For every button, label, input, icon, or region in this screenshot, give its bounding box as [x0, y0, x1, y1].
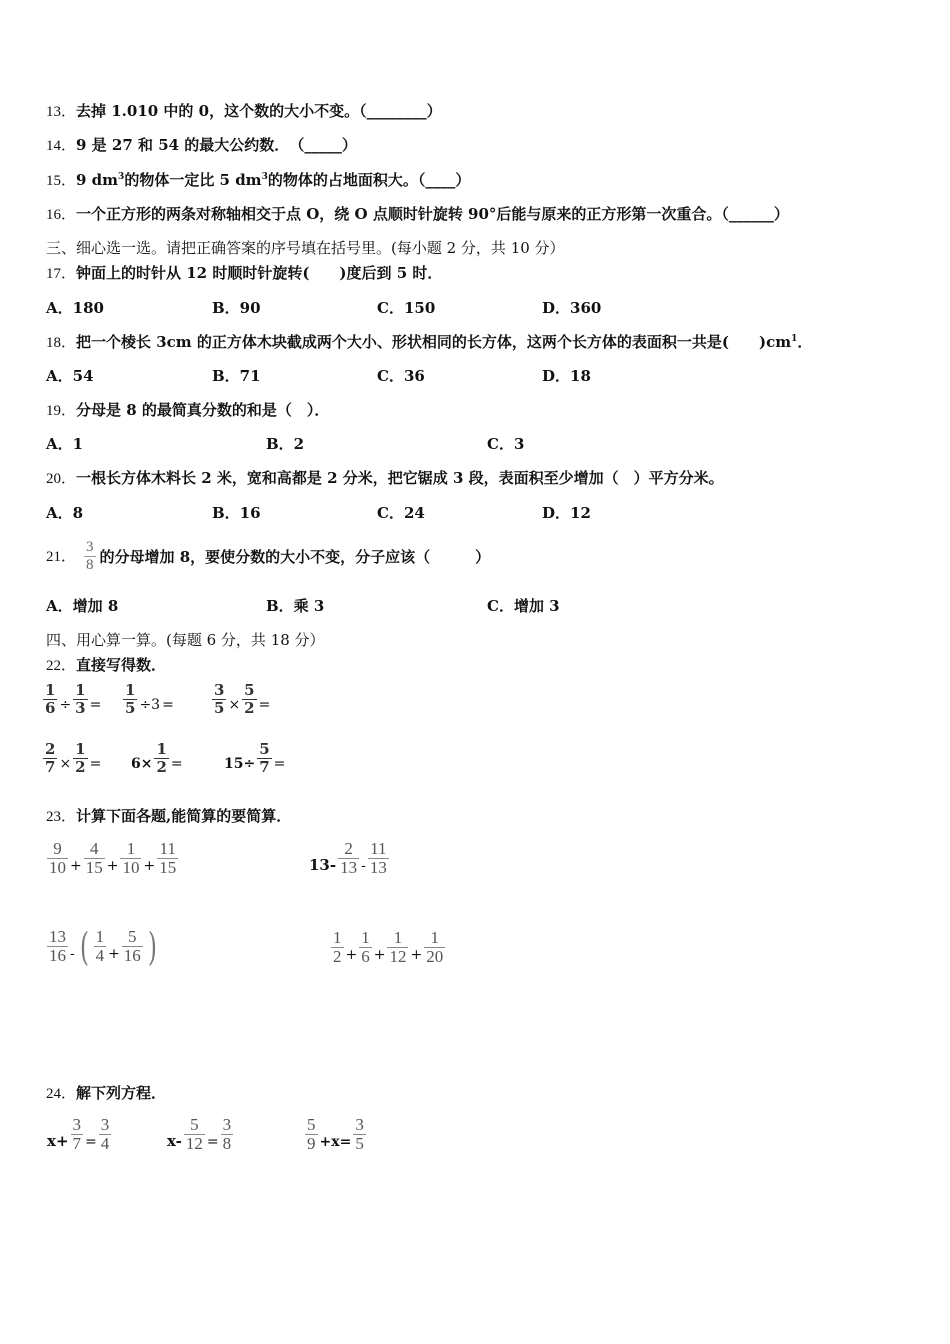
question-18	[46, 332, 812, 353]
operator: x+	[47, 1131, 69, 1150]
calc-expression-2	[308, 840, 390, 878]
numerator: 9	[53, 839, 62, 858]
question-number: 18．	[46, 335, 77, 351]
fraction	[257, 742, 271, 775]
option-a: A．180	[46, 299, 104, 317]
numerator: 3	[355, 1115, 364, 1134]
numerator: 2	[45, 740, 56, 759]
denominator: 7	[45, 758, 56, 777]
left-paren: (	[79, 925, 89, 969]
operator: 15÷	[224, 756, 256, 772]
option-b: B．90	[212, 299, 261, 317]
operator: 6×	[131, 756, 153, 772]
operator: x-	[167, 1131, 182, 1150]
denominator: 5	[125, 699, 136, 718]
calc-expression-4	[330, 929, 446, 967]
question-text: 的分母增加 8，要使分数的大小不变，分子应该（ ）	[99, 548, 491, 566]
mental-calc-4	[42, 742, 102, 776]
question-number: 24．	[46, 1086, 77, 1102]
calc-expression-1	[46, 840, 179, 878]
fraction	[359, 929, 372, 967]
question-number: 17．	[46, 266, 77, 282]
denominator: 16	[123, 946, 141, 966]
denominator: 8	[86, 557, 94, 574]
option-d: D．12	[542, 504, 591, 522]
equals-sign: =	[206, 1133, 219, 1150]
fraction	[184, 1116, 205, 1154]
denominator: 4	[100, 1133, 110, 1153]
denominator: 13	[340, 857, 358, 877]
mental-calc-2	[122, 683, 175, 717]
denominator: 20	[426, 946, 444, 966]
fraction	[305, 1116, 318, 1154]
question-text: 一个正方形的两条对称轴相交于点 O，绕 O 点顺时针旋转 90°后能与原来的正方形第一次重合。（______）	[76, 205, 789, 223]
denominator: 6	[45, 699, 56, 718]
numerator: 11	[159, 839, 176, 858]
question-number: 13．	[46, 104, 77, 120]
mental-calc-5	[130, 742, 184, 776]
numerator: 13	[49, 927, 66, 947]
fraction	[120, 840, 141, 878]
fraction	[71, 1116, 84, 1154]
option-d: D．18	[542, 367, 591, 385]
operator: +x=	[319, 1133, 352, 1150]
mental-calc-3	[211, 683, 271, 717]
equals-sign: =	[162, 697, 174, 713]
numerator: 1	[393, 928, 403, 947]
equals-sign: =	[170, 756, 183, 772]
denominator: 4	[95, 946, 105, 966]
operator: +	[106, 857, 119, 874]
option-b: B．2	[266, 435, 305, 453]
option-b: B．16	[212, 504, 261, 522]
numerator: 1	[361, 928, 370, 947]
numerator: 1	[95, 927, 105, 947]
denominator: 5	[214, 699, 225, 718]
option-c: C．24	[377, 504, 425, 522]
operator: 13-	[309, 855, 337, 874]
question-20	[46, 468, 724, 489]
numerator: 5	[128, 927, 137, 947]
option-a: A．1	[46, 435, 84, 453]
section-3-heading: 三、细心选一选。请把正确答案的序号填在括号里。(每小题 2 分，共 10 分）	[46, 239, 565, 257]
question-number: 16．	[46, 207, 77, 223]
question-16	[46, 204, 789, 225]
denominator: 15	[159, 857, 177, 877]
question-text: 分母是 8 的最简真分数的和是（ ）．	[76, 401, 330, 419]
numerator: 1	[75, 740, 86, 759]
numerator: 5	[307, 1115, 316, 1134]
fraction	[73, 742, 87, 775]
section-4-heading: 四、用心算一算。(每题 6 分，共 18 分）	[46, 631, 325, 649]
superscript: 3	[261, 172, 268, 182]
fraction	[387, 929, 408, 967]
denominator: 5	[355, 1133, 364, 1153]
numerator: 1	[45, 681, 56, 700]
numerator: 3	[72, 1115, 82, 1134]
operator: ×	[228, 697, 241, 713]
denominator: 10	[49, 857, 66, 877]
equals-sign: =	[89, 697, 102, 713]
question-14	[46, 135, 357, 156]
denominator: 8	[222, 1133, 232, 1153]
mental-calc-1	[42, 683, 102, 717]
question-19	[46, 400, 329, 421]
question-number: 23．	[46, 809, 77, 825]
operator: +	[345, 946, 358, 963]
superscript: 1	[791, 334, 798, 344]
superscript: 3	[118, 172, 125, 182]
question-15	[46, 170, 470, 191]
denominator: 6	[361, 946, 370, 966]
fraction	[221, 1116, 234, 1154]
calc-expression-3	[46, 925, 161, 969]
question-24	[46, 1083, 166, 1104]
operator: +	[108, 946, 120, 962]
equals-sign: =	[89, 756, 102, 772]
option-c: C．150	[377, 299, 436, 317]
fraction	[154, 742, 168, 775]
question-text-part: 的物体一定比 5 dm	[124, 171, 262, 189]
fraction	[99, 1116, 112, 1154]
fraction	[47, 928, 68, 966]
question-text: 一根长方体木料长 2 米，宽和高都是 2 分米，把它锯成 3 段，表面积至少增加（ ）平方分米。	[76, 469, 724, 487]
fraction	[157, 840, 178, 878]
numerator: 5	[190, 1115, 199, 1134]
denominator: 10	[122, 857, 140, 877]
fraction	[47, 840, 68, 878]
question-22	[46, 655, 166, 676]
denominator: 13	[369, 857, 387, 877]
numerator: 1	[156, 740, 167, 759]
numerator: 3	[100, 1115, 110, 1134]
equation-3	[304, 1116, 367, 1154]
fraction	[84, 540, 96, 573]
fraction	[43, 742, 57, 775]
option-a: A．8	[46, 504, 84, 522]
denominator: 2	[75, 758, 86, 777]
fraction	[94, 928, 107, 966]
fraction	[331, 929, 344, 967]
equals-sign: =	[258, 697, 271, 713]
question-text: 9 是 27 和 54 的最大公约数． （_____）	[76, 136, 357, 154]
question-text: 解下列方程．	[76, 1084, 167, 1102]
question-text: 把一个棱长 3cm 的正方体木块截成两个大小、形状相同的长方体，这两个长方体的表面积一共是( )cm	[76, 333, 792, 351]
question-number: 20．	[46, 471, 77, 487]
numerator: 1	[125, 681, 136, 700]
operator: ÷3	[139, 697, 161, 713]
question-13	[46, 101, 442, 122]
fraction	[123, 683, 137, 716]
option-c: C．3	[487, 435, 525, 453]
denominator: 16	[49, 946, 66, 966]
numerator: 11	[370, 839, 387, 858]
fraction	[338, 840, 359, 878]
numerator: 1	[126, 839, 136, 858]
operator: +	[143, 857, 156, 874]
fraction	[242, 683, 256, 716]
option-c: C．增加 3	[487, 597, 560, 615]
question-text: 钟面上的时针从 12 时顺时针旋转( )度后到 5 时．	[76, 264, 443, 282]
operator: +	[373, 946, 386, 963]
option-d: D．360	[542, 299, 602, 317]
fraction	[84, 840, 105, 878]
denominator: 12	[389, 946, 407, 966]
denominator: 7	[259, 758, 270, 777]
option-a: A．增加 8	[46, 597, 119, 615]
question-text: 去掉 1.010 中的 0，这个数的大小不变。（________）	[76, 102, 442, 120]
fraction	[353, 1116, 366, 1154]
question-number: 21．	[46, 549, 77, 565]
option-b: B．乘 3	[266, 597, 325, 615]
equals-sign: =	[85, 1133, 97, 1150]
denominator: 12	[185, 1133, 203, 1153]
numerator: 2	[344, 839, 353, 858]
numerator: 4	[89, 839, 99, 858]
denominator: 2	[244, 699, 255, 718]
denominator: 9	[307, 1133, 316, 1153]
operator: -	[361, 857, 366, 874]
numerator: 5	[244, 681, 255, 700]
fraction	[73, 683, 87, 716]
fraction	[212, 683, 226, 716]
question-number: 19．	[46, 403, 77, 419]
option-b: B．71	[212, 367, 261, 385]
numerator: 1	[333, 928, 342, 947]
question-tail: ．	[797, 333, 813, 351]
equation-1	[46, 1116, 112, 1154]
right-paren: )	[147, 925, 157, 969]
operator: ÷	[59, 697, 72, 713]
denominator: 2	[156, 758, 167, 777]
question-text-part: 的物体的占地面积大。（____）	[267, 171, 471, 189]
question-number: 14．	[46, 138, 77, 154]
question-17	[46, 263, 442, 284]
question-number: 15．	[46, 173, 77, 189]
denominator: 2	[333, 946, 342, 966]
operator: ×	[59, 756, 72, 772]
denominator: 3	[75, 699, 86, 718]
numerator: 3	[86, 539, 94, 556]
fraction	[122, 928, 143, 966]
fraction	[368, 840, 389, 878]
question-23	[46, 806, 291, 827]
denominator: 15	[85, 857, 103, 877]
question-21	[46, 536, 490, 578]
question-text-part: 9 dm	[76, 171, 119, 189]
question-number: 22．	[46, 658, 77, 674]
fraction	[43, 683, 57, 716]
operator: +	[70, 857, 82, 874]
option-a: A．54	[46, 367, 94, 385]
equation-2	[166, 1116, 234, 1154]
numerator: 3	[222, 1115, 232, 1134]
fraction	[424, 929, 445, 967]
mental-calc-6	[223, 742, 286, 776]
operator: +	[410, 946, 423, 963]
numerator: 3	[214, 681, 225, 700]
operator: -	[70, 946, 75, 962]
question-text: 计算下面各题,能简算的要简算．	[76, 807, 292, 825]
numerator: 1	[75, 681, 86, 700]
numerator: 1	[430, 928, 439, 947]
numerator: 5	[259, 740, 270, 759]
option-c: C．36	[377, 367, 425, 385]
question-text: 直接写得数．	[76, 656, 167, 674]
equals-sign: =	[273, 756, 286, 772]
denominator: 7	[72, 1133, 82, 1153]
